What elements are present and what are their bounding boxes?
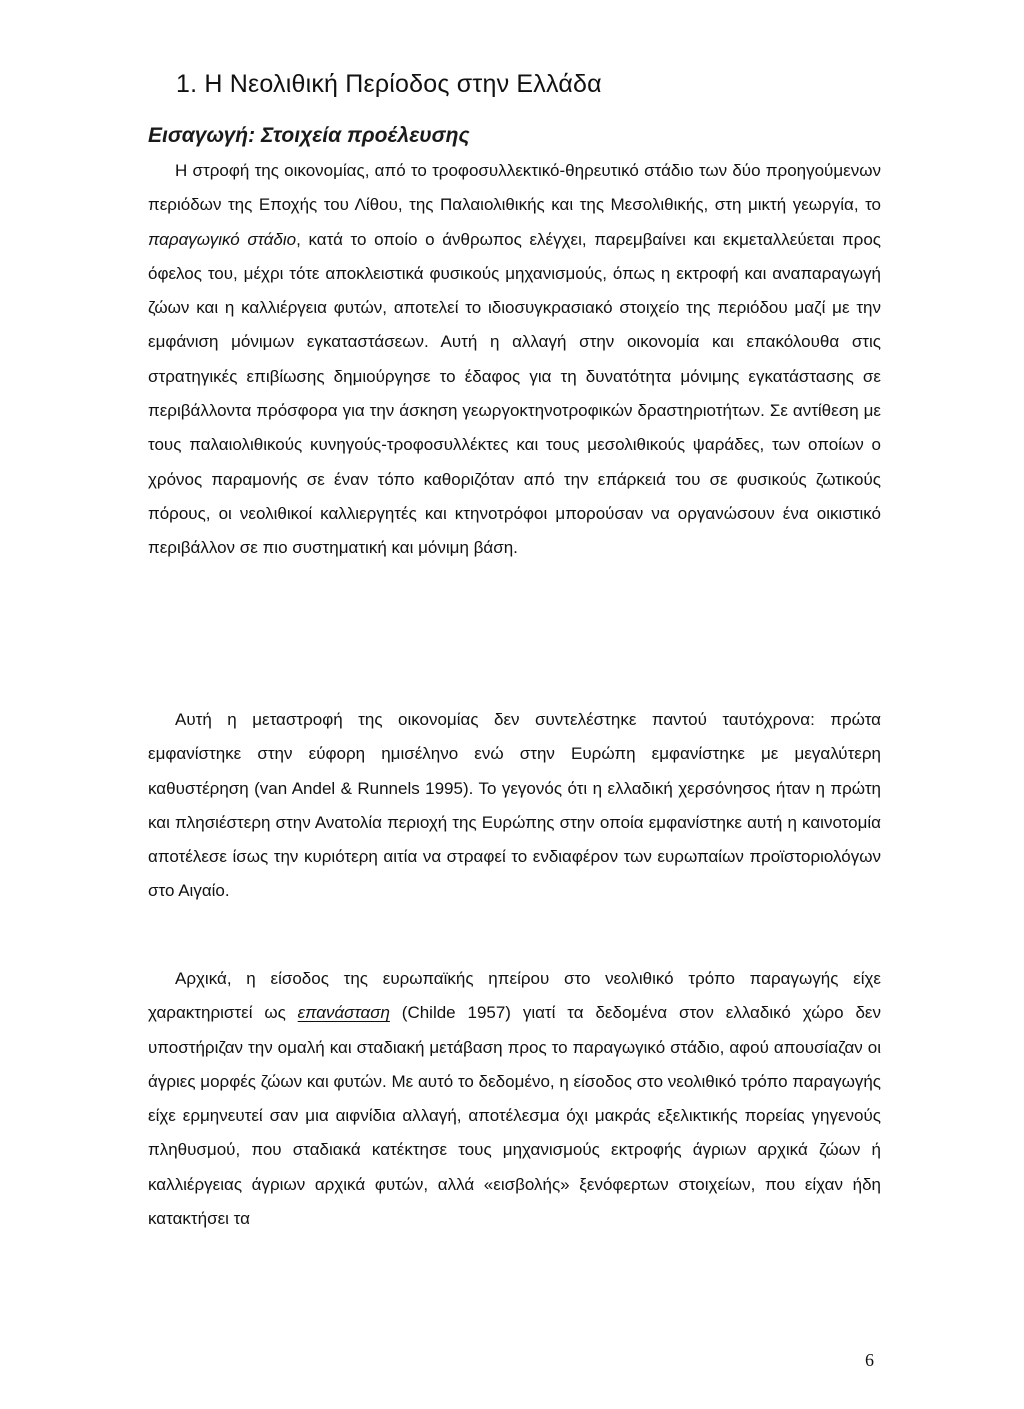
paragraph-2: Αυτή η μεταστροφή της οικονομίας δεν συντελέστηκε παντού ταυτόχρονα: πρώτα εμφανίστηκε στην εύφορη ημισέληνο ενώ στην Ευρώπη εμφανίστηκε με μεγαλύτερη καθυστέρηση (van Andel & Runnels 1995). Το γεγονός ότι η ελλαδική χερσόνησος ήταν η πρώτη και πλησιέστερη στην Ανατολία περιοχή της Ευρώπης στην οποία εμφανίστηκε αυτή η καινοτομία αποτέλεσε ίσως την κυριότερη αιτία να στραφεί το ενδιαφέρον των ευρωπαίων προϊστοριολόγων στο Αιγαίο. <box>148 710 881 901</box>
paragraph-3 <box>148 962 881 1236</box>
paragraph-1-text-b: , κατά το οποίο ο άνθρωπος ελέγχει, παρεμβαίνει και εκμεταλλεύεται προς όφελος του, μέχρι τότε αποκλειστικά φυσικούς μηχανισμούς, όπως η εκτροφή και αναπαραγωγή ζώων και η καλλιέργεια φυτών, αποτελεί το ιδιοσυγκρασιακό στοιχείο της περιόδου μαζί με την εμφάνιση μόνιμων εγκαταστάσεων. Αυτή η αλλαγή στην οικονομία και επακόλουθα στις στρατηγικές επιβίωσης δημιούργησε το έδαφος για τη δυνατότητα μόνιμης εγκατάστασης σε περιβάλλοντα πρόσφορα για την άσκηση γεωργοκτηνοτροφικών δραστηριοτήτων. Σε αντίθεση με τους παλαιολιθικούς κυνηγούς-τροφοσυλλέκτες και τους μεσολιθικούς ψαράδες, των οποίων ο χρόνος παραμονής σε έναν τόπο καθοριζόταν από την επάρκειά του σε φυσικούς ζωτικούς πόρους, οι νεολιθικοί καλλιεργητές και κτηνοτρόφοι μπορούσαν να οργανώσουν ένα οικιστικό περιβάλλον σε πιο συστηματική και μόνιμη βάση. <box>148 229 881 558</box>
paragraph-3-italic-term: επανάσταση <box>297 1003 390 1023</box>
section-title: 1. Η Νεολιθική Περίοδος στην Ελλάδα <box>176 70 602 98</box>
paragraph-1 <box>148 154 881 566</box>
paragraph-1-italic-term: παραγωγικό στάδιο <box>148 229 297 249</box>
page-number: 6 <box>865 1350 874 1370</box>
paragraph-1-text-a: Η στροφή της οικονομίας, από το τροφοσυλλεκτικό-θηρευτικό στάδιο των δύο προηγούμενων περιόδων της Εποχής του Λίθου, της Παλαιολιθικής και της Μεσολιθικής, στη μικτή γεωργία, το <box>148 161 881 215</box>
paragraph-3-text-b: (Childe 1957) γιατί τα δεδομένα στον ελλαδικό χώρο δεν υποστήριζαν την ομαλή και σταδιακή μετάβαση προς το παραγωγικό στάδιο, αφού απουσίαζαν οι άγριες μορφές ζώων και φυτών. Με αυτό το δεδομένο, η είσοδος στο νεολιθικό τρόπο παραγωγής είχε ερμηνευτεί σαν μια αιφνίδια αλλαγή, αποτέλεσμα όχι μακράς εξελικτικής πορείας γηγενούς πληθυσμού, που σταδιακά κατέκτησε τους μηχανισμούς εκτροφής άγριων αρχικά ζώων ή καλλιέργειας άγριων αρχικά φυτών, αλλά «εισβολής» ξενόφερτων στοιχείων, που είχαν ήδη κατακτήσει τα <box>148 1003 881 1229</box>
section-subtitle: Εισαγωγή: Στοιχεία προέλευσης <box>148 124 470 147</box>
paragraph-3-text-a: Αρχικά, η είσοδος της ευρωπαϊκής ηπείρου στο νεολιθικό τρόπο παραγωγής είχε χαρακτηριστεί ως <box>148 969 881 1023</box>
